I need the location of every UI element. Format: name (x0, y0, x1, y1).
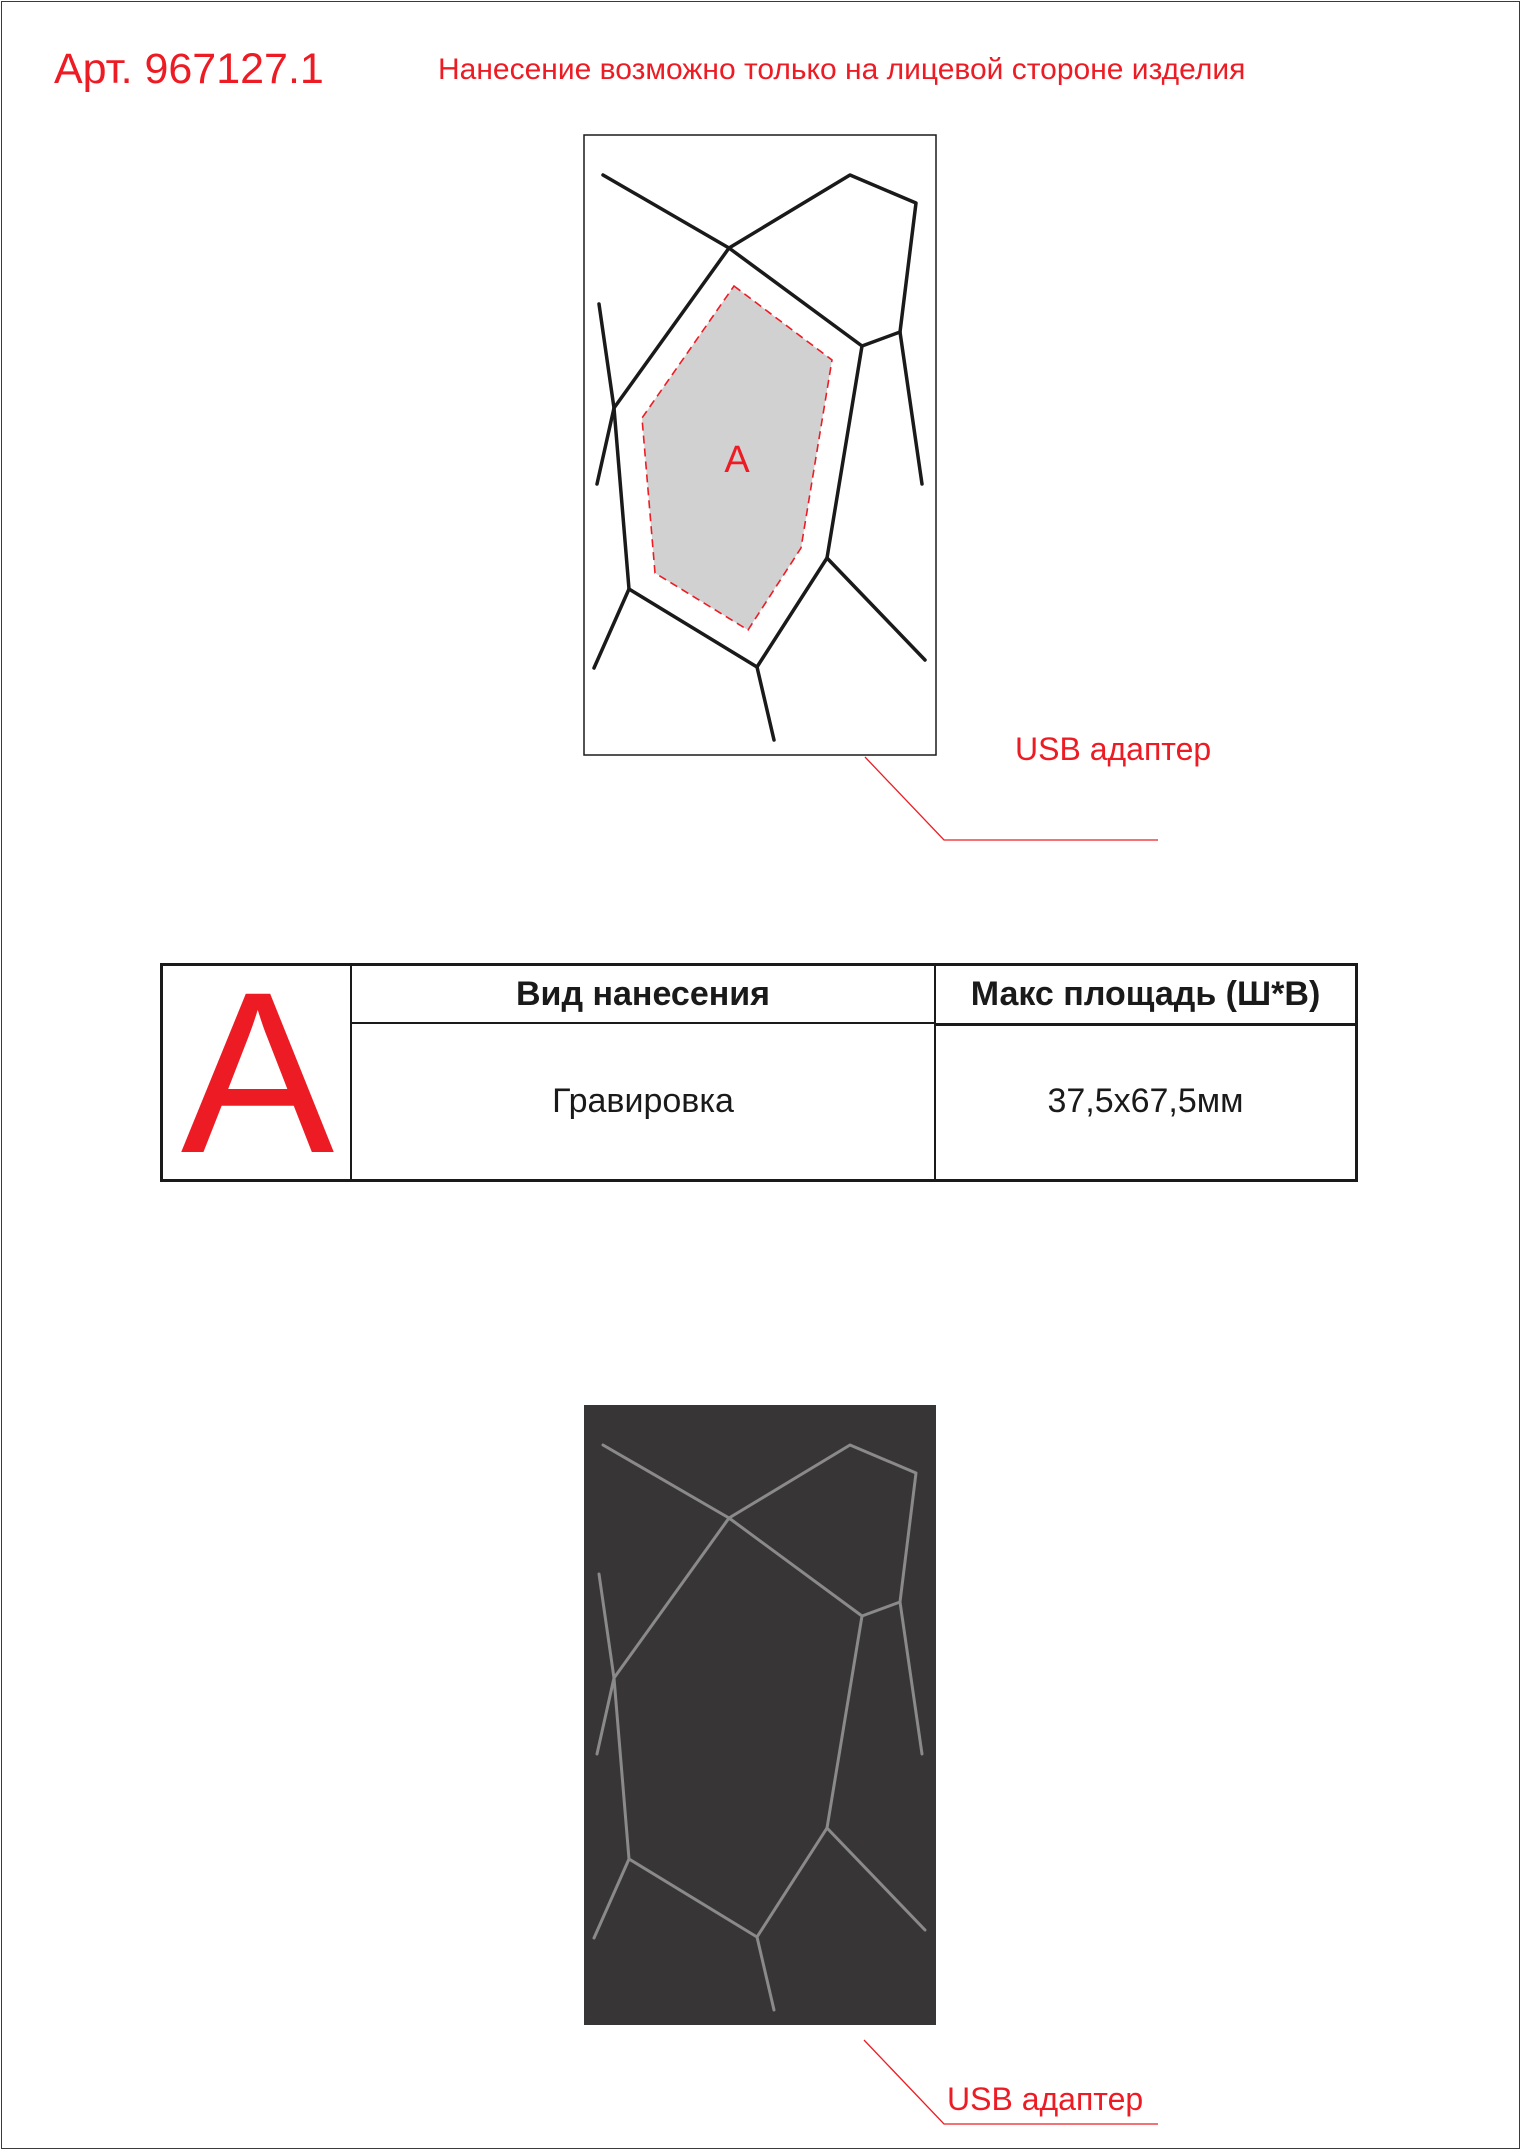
zone-letter-label: A (724, 439, 750, 481)
table-zone-letter: A (180, 944, 335, 1201)
header-application-type: Вид нанесения (352, 966, 934, 1024)
application-type-value: Гравировка (552, 1082, 734, 1120)
callout-label-bottom: USB адаптер (947, 2081, 1144, 2117)
callout-label-top: USB адаптер (1015, 731, 1212, 767)
placement-note: Нанесение возможно только на лицевой стороне изделия (438, 53, 1246, 86)
article-number: Арт. 967127.1 (54, 45, 324, 93)
header-max-area: Макс площадь (Ш*В) (934, 966, 1355, 1026)
max-area-value: 37,5x67,5мм (934, 1024, 1355, 1179)
